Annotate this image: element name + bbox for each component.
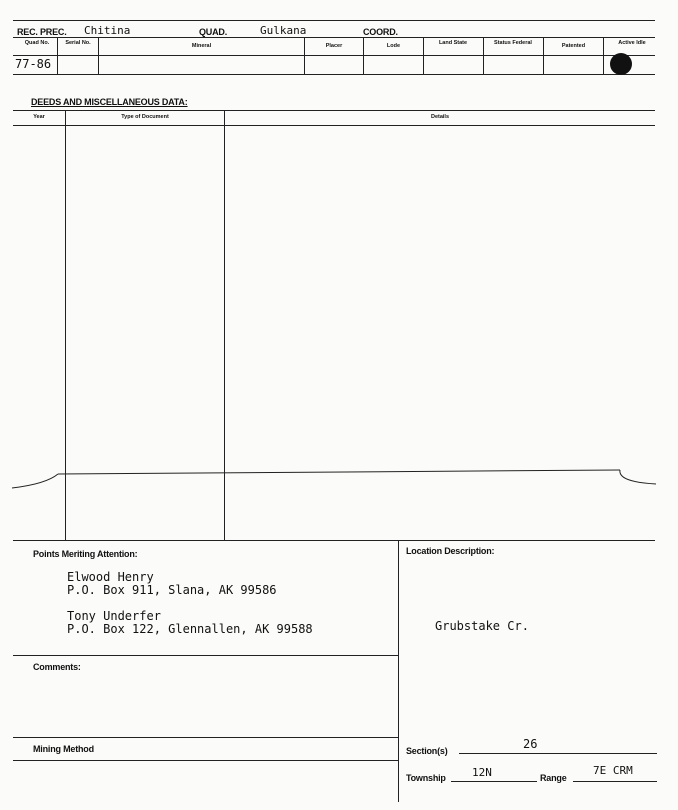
township-label: Township: [406, 773, 446, 783]
col-details: Details: [430, 114, 450, 120]
contact-name: Elwood Henry: [67, 570, 154, 584]
cell-quad-no: 77-86: [15, 57, 52, 71]
range-line: [573, 781, 657, 782]
quad-value: Gulkana: [260, 24, 307, 37]
points-label: Points Meriting Attention:: [33, 549, 138, 559]
col-quad-no: Quad No.: [24, 40, 50, 46]
coord-label: COORD.: [363, 27, 398, 37]
col-serial-no: Serial No.: [65, 40, 91, 46]
contact-address: P.O. Box 911, Slana, AK 99586: [67, 583, 277, 597]
col-lode: Lode: [386, 43, 401, 49]
page-seam: [0, 462, 678, 494]
comments-rule: [13, 655, 398, 656]
rec-prec-label: REC. PREC.: [17, 27, 67, 37]
range-value: 7E CRM: [593, 764, 633, 777]
range-label: Range: [540, 773, 567, 783]
township-value: 12N: [472, 766, 492, 779]
comments-label: Comments:: [33, 662, 81, 672]
mining-method-line: [13, 760, 398, 761]
col-land-state: Land State: [438, 40, 468, 46]
col-placer: Placer: [325, 43, 343, 49]
location-label: Location Description:: [406, 546, 495, 556]
col-patented: Patented: [561, 43, 586, 49]
col-status-federal: Status Federal: [494, 40, 532, 46]
col-year: Year: [33, 114, 45, 120]
township-line: [451, 781, 537, 782]
rec-prec-value: Chitina: [84, 24, 131, 37]
lower-divider: [398, 540, 399, 802]
contact-1: [67, 571, 277, 597]
contact-address: P.O. Box 122, Glennallen, AK 99588: [67, 622, 313, 636]
mining-method-label: Mining Method: [33, 744, 94, 754]
deeds-title: DEEDS AND MISCELLANEOUS DATA:: [31, 97, 188, 107]
active-idle-mark: [610, 53, 632, 75]
mining-method-rule: [13, 737, 398, 738]
col-active-idle: Active Idle: [618, 40, 646, 46]
quad-label: QUAD.: [199, 27, 227, 37]
contact-2: [67, 610, 313, 636]
section-value: 26: [523, 737, 538, 751]
section-label: Section(s): [406, 746, 448, 756]
section-line: [459, 753, 657, 754]
col-mineral: Mineral: [191, 43, 212, 49]
location-value: Grubstake Cr.: [435, 619, 529, 633]
col-type-of-document: Type of Document: [121, 114, 169, 120]
contact-name: Tony Underfer: [67, 609, 161, 623]
top-rule: [13, 20, 655, 21]
